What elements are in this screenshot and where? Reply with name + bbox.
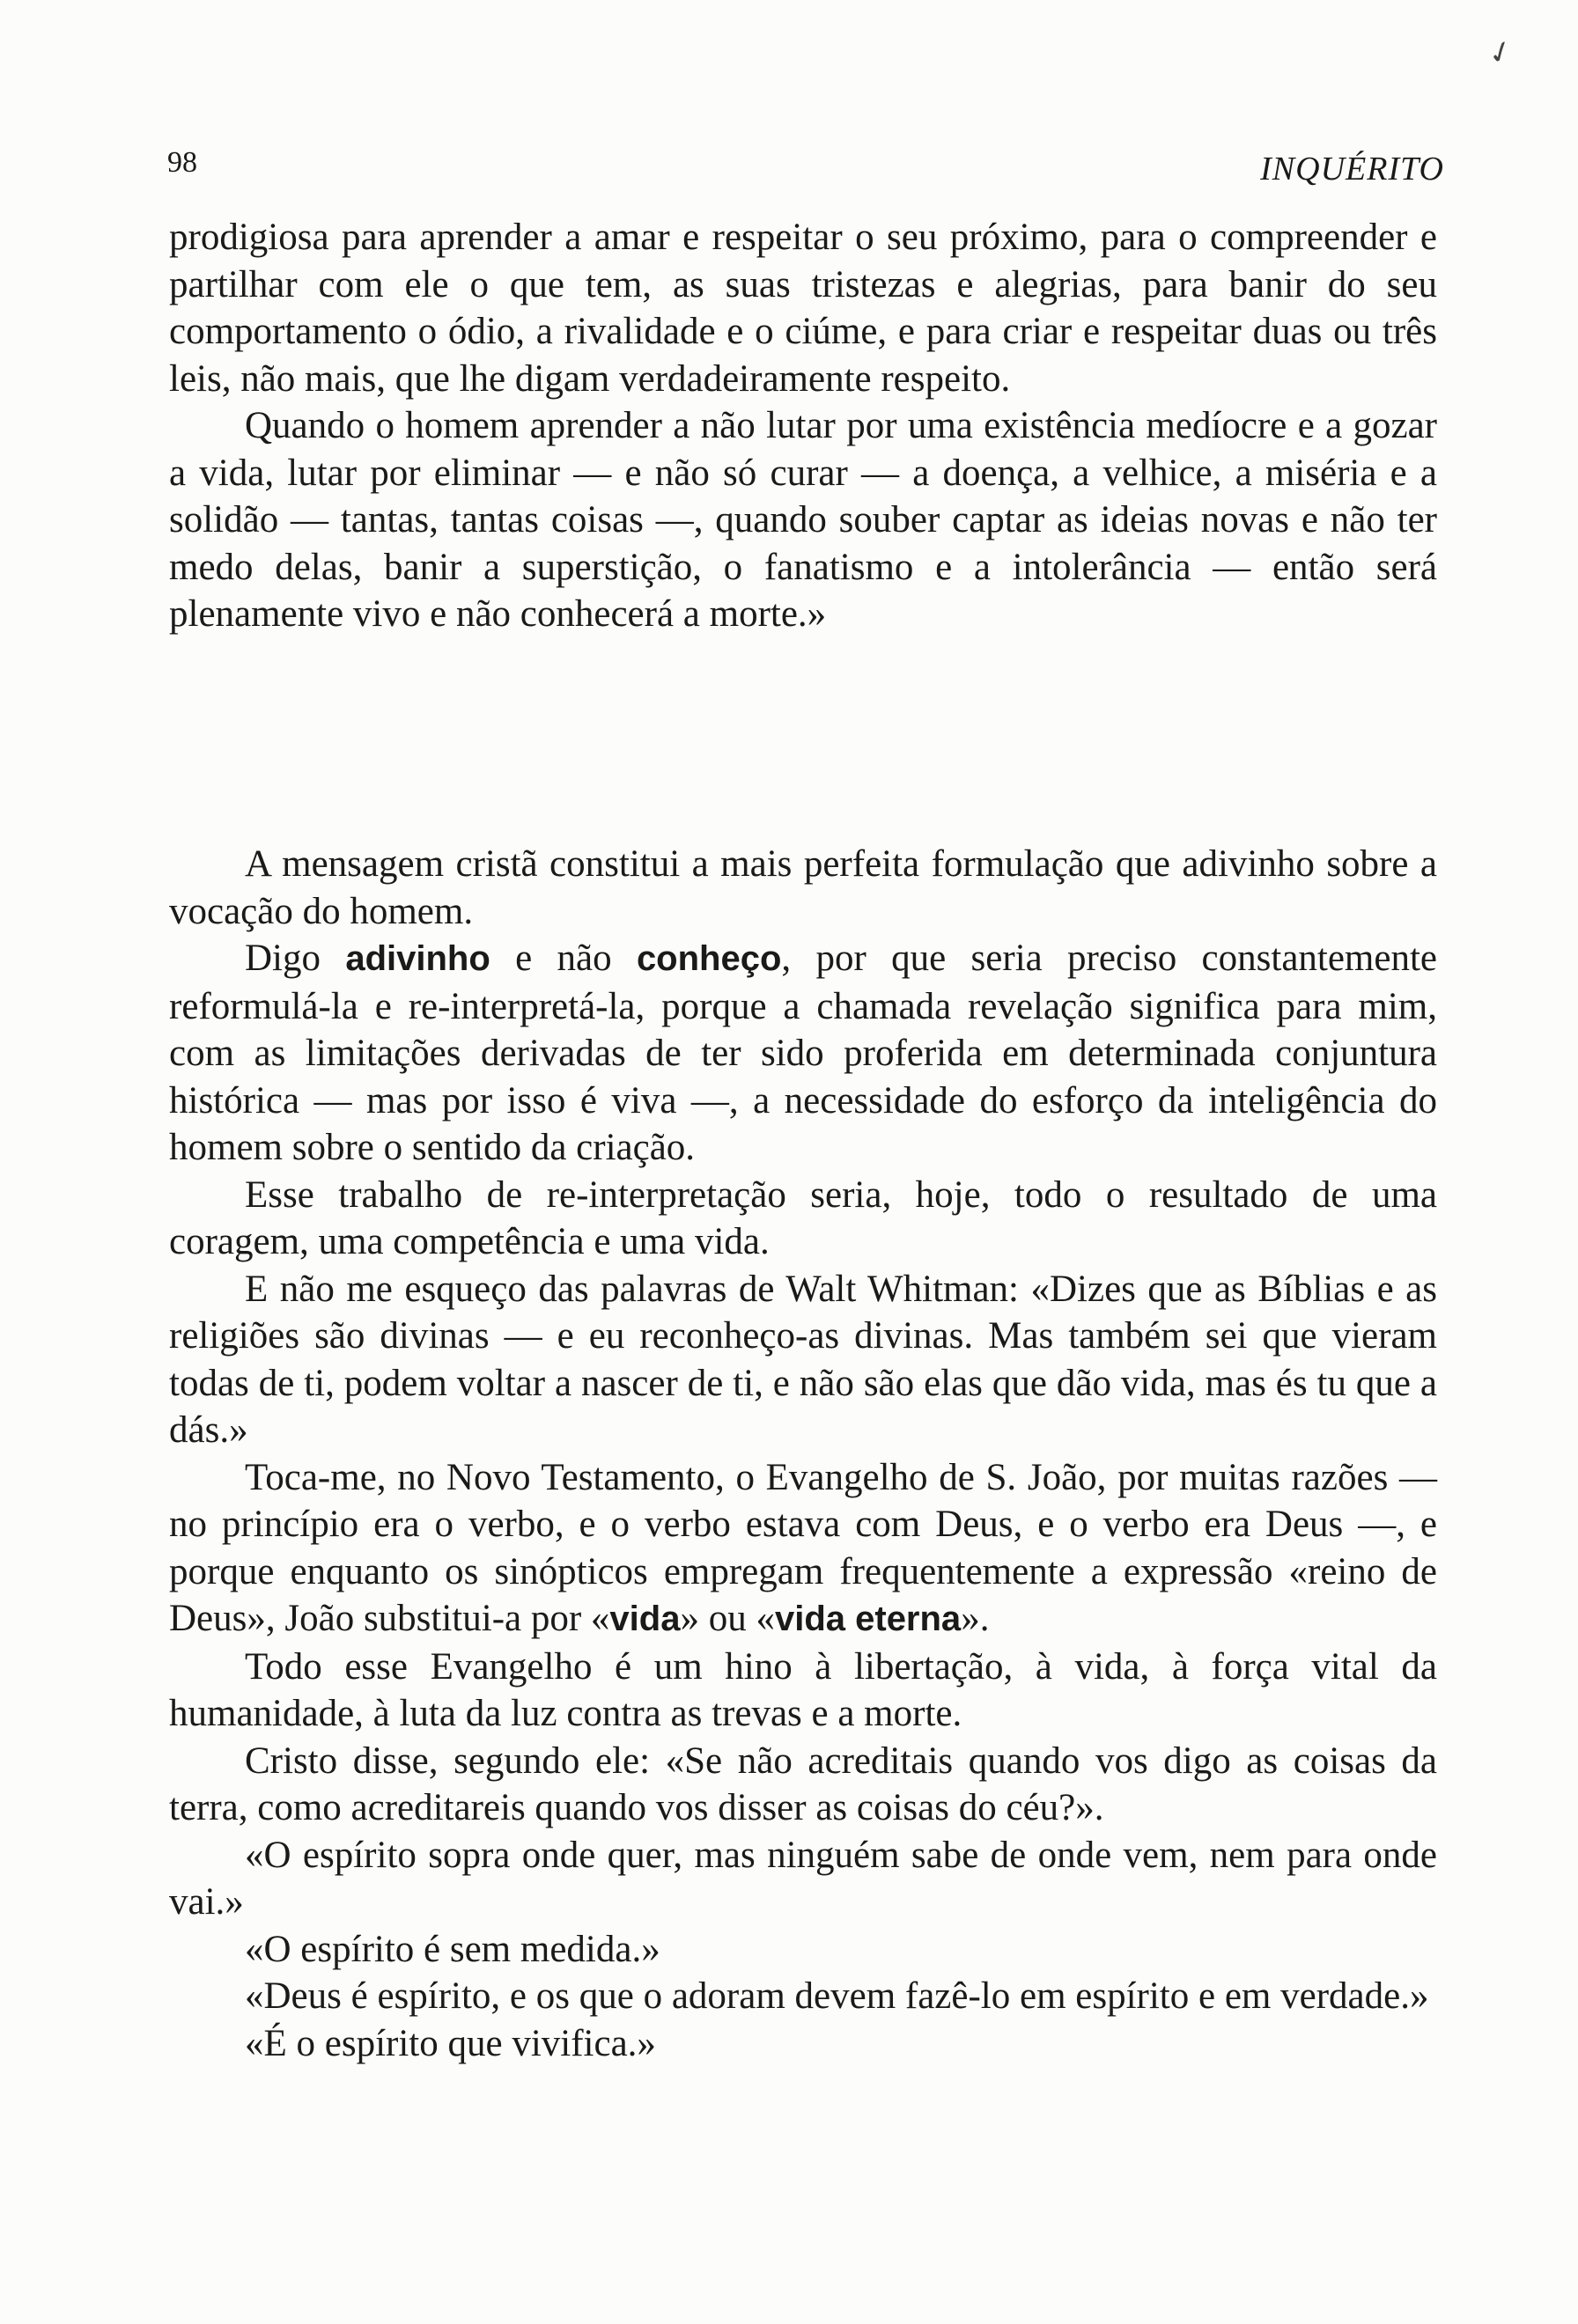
paragraph-quote: «É o espírito que vivifica.» [245,2022,656,2064]
section-2 [169,841,1437,2067]
paragraph: Todo esse Evangelho é um hino à libertação, à vida, à força vital da humanidade, à luta da luz contra as trevas e a morte. [169,1645,1437,1734]
text-run: » ou « [680,1598,775,1639]
page-number: 98 [167,146,197,179]
running-title: INQUÉRITO [1260,151,1444,188]
paragraph: Quando o homem aprender a não lutar por uma existência medíocre e a gozar a vida, lutar por eliminar — e não só curar — a doença, a velhice, a miséria e a solidão — tantas, tantas coisas —, quando souber captar as ideias novas e não ter medo delas, banir a superstição, o fanatismo e a intolerância — então será plenamente vivo e não conhecerá a morte.» [169,405,1437,635]
paragraph-quote: «O espírito é sem medida.» [245,1928,660,1970]
paragraph: A mensagem cristã constitui a mais perfeita formulação que adivinho sobre a vocação do homem. [169,843,1437,932]
section-1 [169,214,1437,638]
paragraph-with-emphasis [169,1454,1437,1644]
page-header [167,139,1444,192]
paragraph-continued: prodigiosa para aprender a amar e respeitar o seu próximo, para o compreender e partilhar com ele o que tem, as suas tristezas e alegrias, para banir do seu comportamento o ódio, a rivalidade e o ciúme, e para criar e respeitar duas ou três leis, não mais, que lhe digam verdadeiramente respeito. [169,217,1437,400]
emphasis-conheco: conheço [636,939,782,978]
emphasis-vida-eterna: vida eterna [774,1600,962,1638]
text-run: Digo [245,938,346,979]
paragraph-quote: Cristo disse, segundo ele: «Se não acreditais quando vos digo as coisas da terra, como acreditareis quando vos disser as coisas do céu?». [169,1739,1437,1828]
paragraph-with-emphasis [169,935,1437,1172]
paragraph-quote: «Deus é espírito, e os que o adoram devem fazê-lo em espírito e em verdade.» [245,1975,1429,2017]
text-run: e não [490,938,637,979]
paragraph: Esse trabalho de re-interpretação seria, hoje, todo o resultado de uma coragem, uma competência e uma vida. [169,1173,1437,1262]
text-run: Toca-me, no Novo Testamento, o Evangelho de S. João, por muitas razões — no princípio era o verbo, e o verbo estava com Deus, e o verbo era Deus —, e porque enquanto os sinópticos empregam frequentemente a expressão «reino de Deus», João substitui-a por « [169,1456,1437,1639]
text-run: ». [961,1598,990,1639]
emphasis-vida: vida [609,1600,681,1638]
paragraph-quote: «O espírito sopra onde quer, mas ninguém sabe de onde vem, nem para onde vai.» [169,1834,1437,1923]
text-run: , por que seria preciso constantemente reformulá-la e re-interpretá-la, porque a chamada revelação significa para mim, com as limitações derivadas de ter sido proferida em determinada conjuntura histórica — mas por isso é viva —, a necessidade do esforço da inteligência do homem sobre o sentido da criação. [169,938,1437,1168]
stray-pen-mark: ✓ [1483,33,1519,73]
paragraph-whitman-quote: E não me esqueço das palavras de Walt Whitman: «Dizes que as Bíblias e as religiões são divinas — e eu reconheço-as divinas. Mas também sei que vieram todas de ti, podem voltar a nascer de ti, e não são elas que dão vida, mas és tu que a dás.» [169,1268,1437,1451]
emphasis-adivinho: adivinho [345,939,490,978]
